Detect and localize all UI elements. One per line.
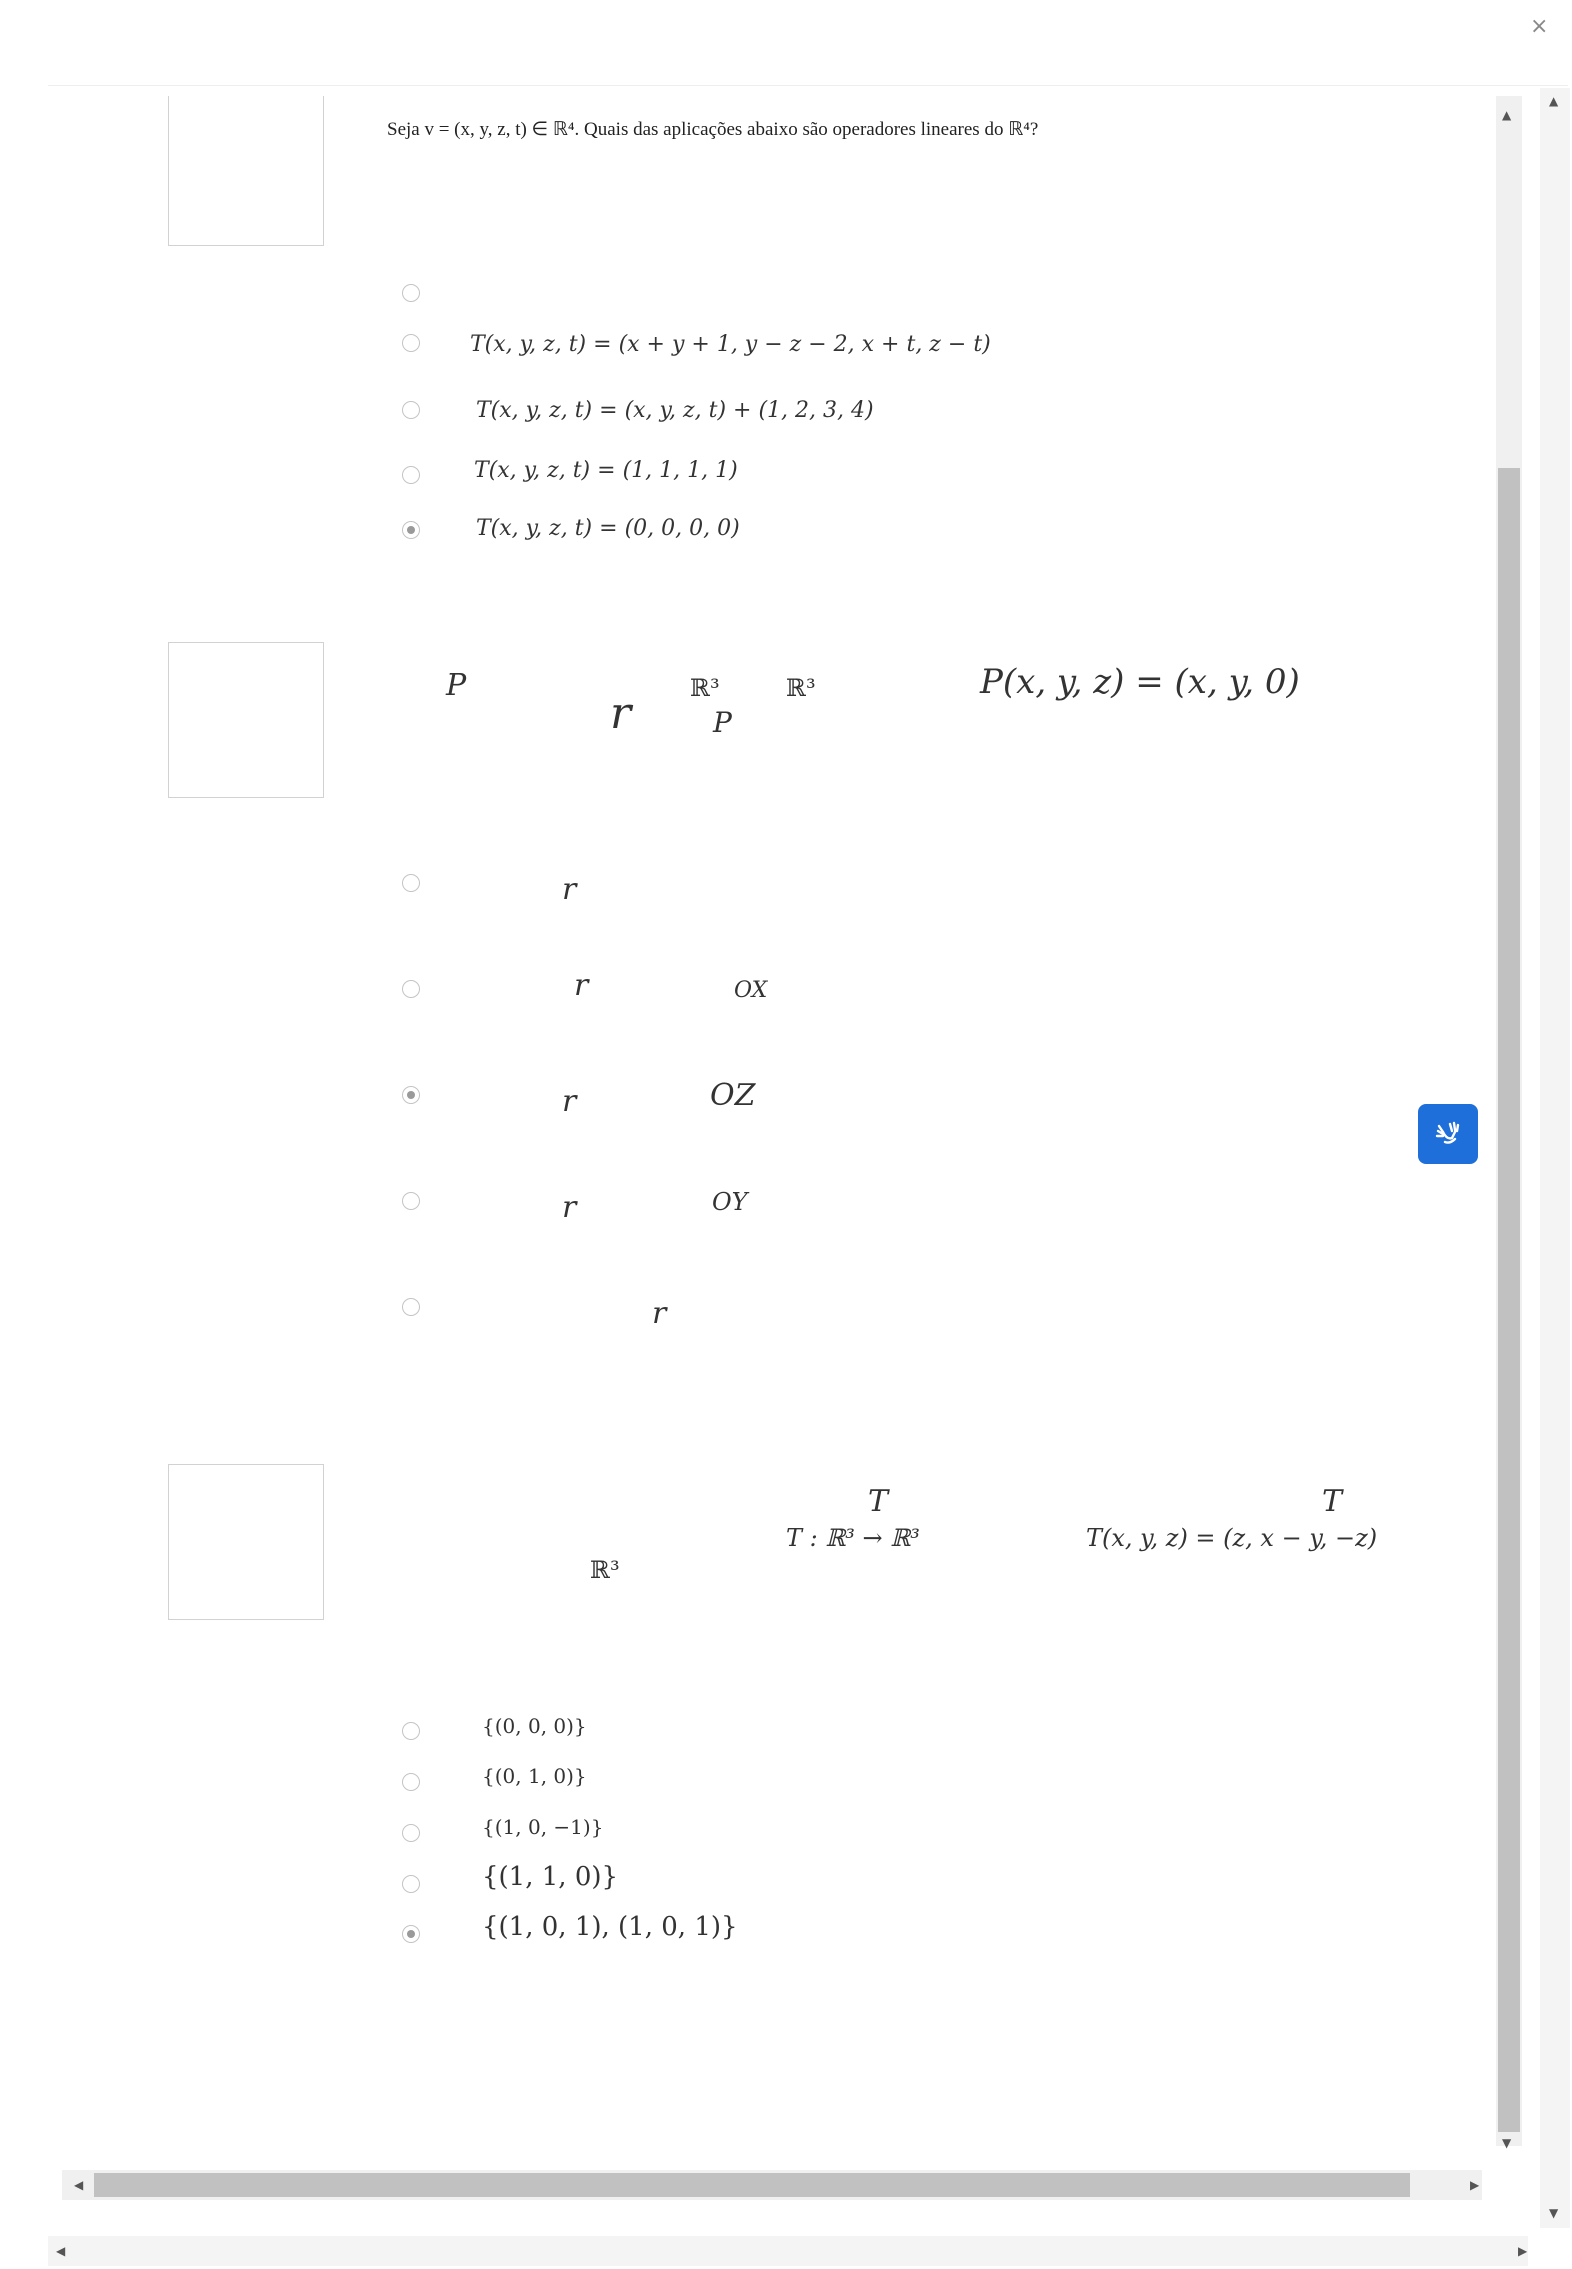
question-number-box xyxy=(168,1464,324,1620)
math-fragment: ℝ³ xyxy=(786,674,816,702)
radio-option[interactable] xyxy=(402,1298,420,1316)
inner-vertical-scroll-thumb[interactable] xyxy=(1498,468,1520,2132)
option-label: T(x, y, z, t) = (1, 1, 1, 1) xyxy=(474,458,738,483)
sign-language-hands-icon xyxy=(1430,1114,1466,1154)
radio-option-selected[interactable] xyxy=(402,1925,420,1943)
scroll-right-icon[interactable]: ▶ xyxy=(1470,2178,1480,2192)
option-axis: OY xyxy=(712,1188,748,1216)
option-label: r xyxy=(562,1084,577,1119)
question-number-box xyxy=(168,96,324,246)
math-fragment: P xyxy=(446,668,467,703)
option-label: {(1, 0, 1), (1, 0, 1)} xyxy=(482,1912,738,1942)
radio-option[interactable] xyxy=(402,1773,420,1791)
radio-option-selected[interactable] xyxy=(402,1086,420,1104)
question-scroll-frame xyxy=(62,96,1522,2204)
option-label: {(0, 0, 0)} xyxy=(482,1714,587,1738)
radio-option[interactable] xyxy=(402,874,420,892)
option-label: {(1, 0, −1)} xyxy=(482,1815,604,1839)
close-icon[interactable]: × xyxy=(1530,14,1549,39)
scroll-left-icon[interactable]: ◀ xyxy=(74,2178,84,2192)
question-number-box xyxy=(168,642,324,798)
radio-option-selected[interactable] xyxy=(402,521,420,539)
scroll-down-icon[interactable]: ▼ xyxy=(1549,2206,1559,2220)
math-fragment: T xyxy=(1322,1484,1343,1519)
option-label: T(x, y, z, t) = (x + y + 1, y − z − 2, x + t, z − t) xyxy=(470,332,991,357)
option-label: r xyxy=(574,968,589,1003)
question-prompt: Seja v = (x, y, z, t) ∈ ℝ⁴. Quais das aplicações abaixo são operadores lineares do ℝ⁴? xyxy=(387,119,1039,140)
option-label: {(1, 1, 0)} xyxy=(482,1862,619,1892)
math-fragment: T xyxy=(868,1484,889,1519)
math-fragment: ℝ³ xyxy=(590,1556,620,1584)
math-formula: P(x, y, z) = (x, y, 0) xyxy=(980,662,1300,702)
header-divider xyxy=(48,85,1568,86)
scroll-up-icon[interactable]: ▲ xyxy=(1549,94,1559,108)
accessibility-button[interactable] xyxy=(1418,1104,1478,1164)
scroll-down-icon[interactable]: ▼ xyxy=(1502,2136,1512,2150)
radio-option[interactable] xyxy=(402,1875,420,1893)
scroll-right-icon[interactable]: ▶ xyxy=(1518,2244,1528,2258)
option-label: T(x, y, z, t) = (0, 0, 0, 0) xyxy=(476,516,740,541)
radio-option[interactable] xyxy=(402,1722,420,1740)
inner-horizontal-scroll-thumb[interactable] xyxy=(94,2173,1410,2197)
scroll-up-icon[interactable]: ▲ xyxy=(1502,108,1512,122)
radio-option[interactable] xyxy=(402,466,420,484)
outer-horizontal-scrollbar[interactable] xyxy=(48,2236,1528,2266)
option-axis: OZ xyxy=(710,1078,756,1113)
math-fragment: ℝ³ xyxy=(690,674,720,702)
radio-option[interactable] xyxy=(402,1192,420,1210)
option-label: r xyxy=(652,1296,667,1331)
option-label: T(x, y, z, t) = (x, y, z, t) + (1, 2, 3, 4) xyxy=(476,398,874,423)
radio-option[interactable] xyxy=(402,334,420,352)
math-formula: T(x, y, z) = (z, x − y, −z) xyxy=(1086,1524,1378,1552)
radio-option[interactable] xyxy=(402,284,420,302)
option-label: r xyxy=(562,1190,577,1225)
option-axis: OX xyxy=(734,978,768,1003)
math-fragment: T : ℝ³ → ℝ³ xyxy=(786,1524,920,1552)
radio-option[interactable] xyxy=(402,401,420,419)
outer-vertical-scrollbar[interactable] xyxy=(1540,88,1570,2228)
radio-option[interactable] xyxy=(402,1824,420,1842)
option-label: {(0, 1, 0)} xyxy=(482,1764,587,1788)
scroll-left-icon[interactable]: ◀ xyxy=(56,2244,66,2258)
math-fragment: P xyxy=(713,706,732,739)
option-label: r xyxy=(562,872,577,907)
radio-option[interactable] xyxy=(402,980,420,998)
math-fragment: r xyxy=(610,688,632,739)
